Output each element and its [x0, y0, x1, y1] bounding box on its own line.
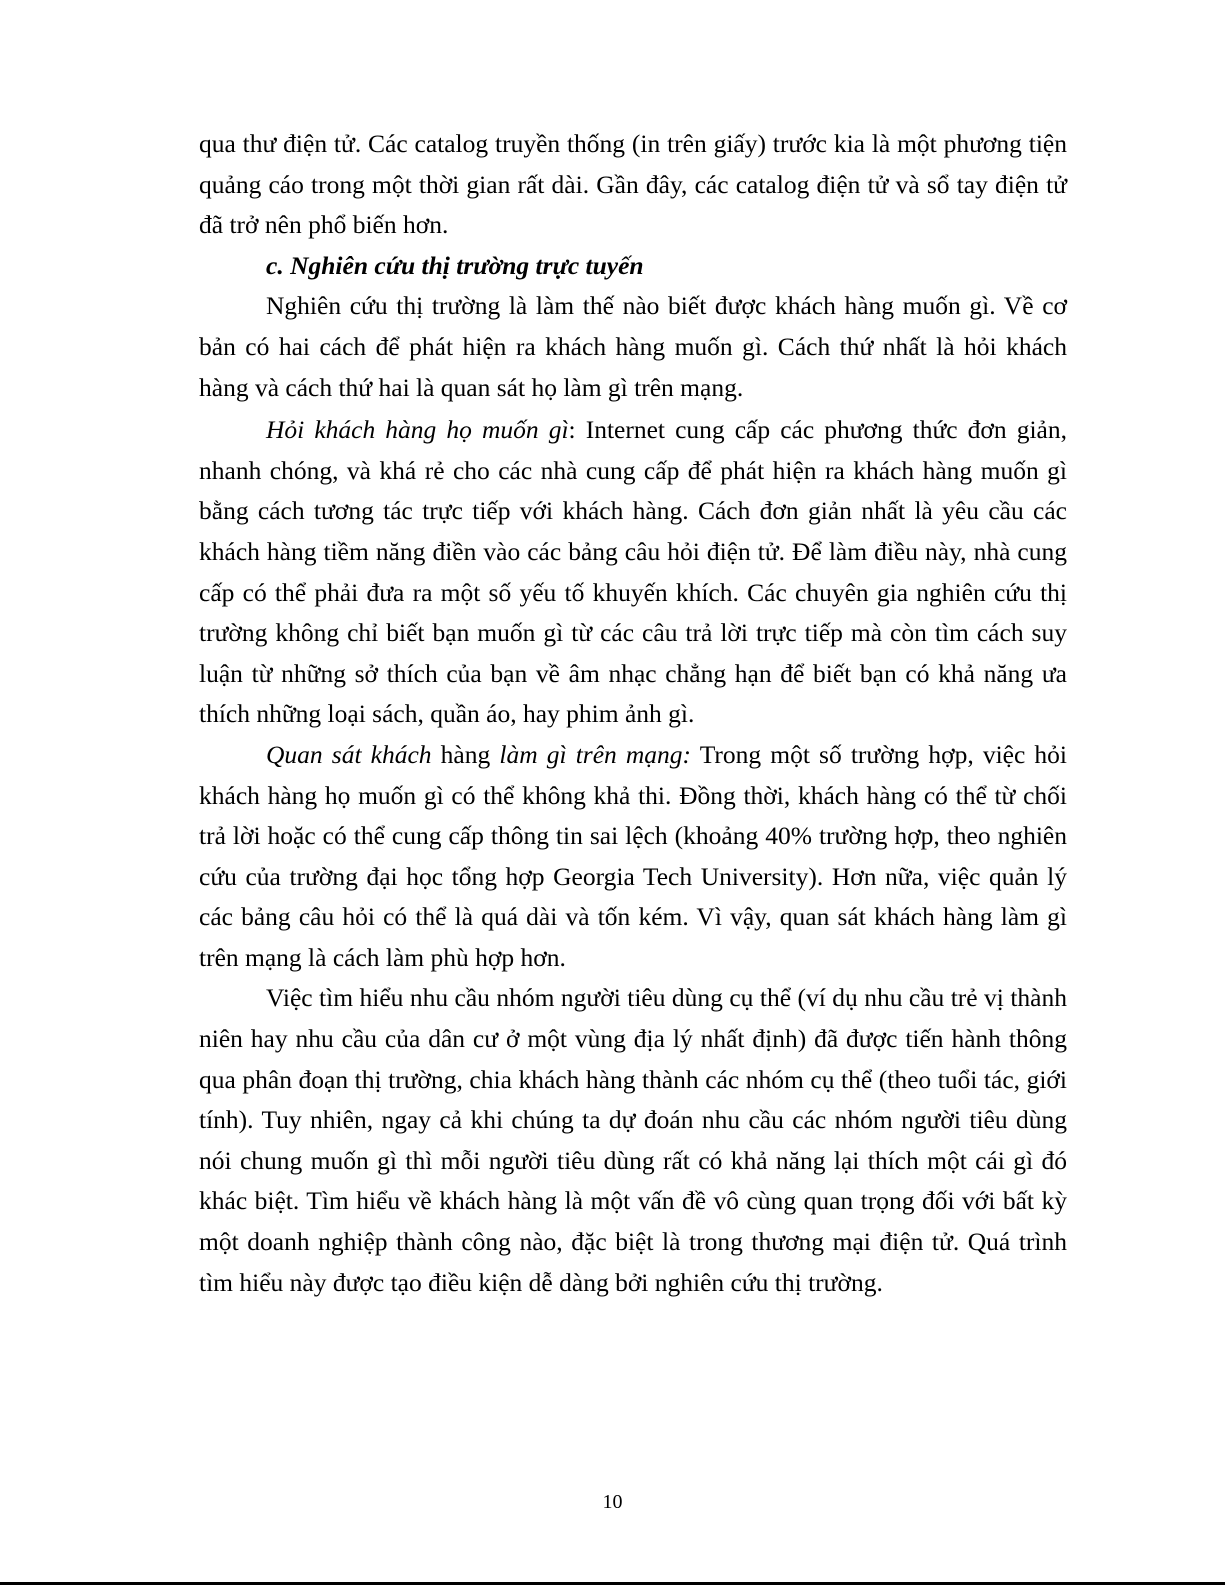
- paragraph-observe-customers: [199, 735, 1067, 979]
- observe-lead-plain: hàng: [431, 739, 500, 769]
- observe-lead-italic-2: làm gì trên mạng:: [499, 739, 692, 769]
- page-number: 10: [602, 1491, 623, 1513]
- section-heading: c. Nghiên cứu thị trường trực tuyến: [266, 250, 644, 280]
- ask-lead-italic: Hỏi khách hàng họ muốn gì: [266, 415, 569, 445]
- observe-body: Trong một số trường hợp, việc hỏi khách hàng họ muốn gì có thể không khả thi. Đồng thời, khách hàng có thể từ chối trả lời hoặc có thể cung cấp thông tin sai lệch (khoảng 40% trường hợp, theo nghiên cứu của trường đại học tổng hợp Georgia Tech University). Hơn nữa, việc quản lý các bảng câu hỏi có thể là quá dài và tốn kém. Vì vậy, quan sát khách hàng làm gì trên mạng là cách làm phù hợp hơn.: [199, 739, 1067, 972]
- paragraph-intro: qua thư điện tử. Các catalog truyền thống (in trên giấy) trước kia là một phương tiện quảng cáo trong một thời gian rất dài. Gần đây, các catalog điện tử và sổ tay điện tử đã trở nên phổ biến hơn.: [199, 129, 1067, 240]
- document-page: [199, 124, 1067, 1303]
- paragraph-ask-customers: [199, 410, 1067, 735]
- observe-lead-italic-1: Quan sát khách: [266, 739, 432, 769]
- paragraph-definition: Nghiên cứu thị trường là làm thế nào biết được khách hàng muốn gì. Về cơ bản có hai cách để phát hiện ra khách hàng muốn gì. Cách thứ nhất là hỏi khách hàng và cách thứ hai là quan sát họ làm gì trên mạng.: [199, 291, 1067, 402]
- paragraph-market-segmentation: Việc tìm hiểu nhu cầu nhóm người tiêu dùng cụ thể (ví dụ nhu cầu trẻ vị thành niên hay nhu cầu của dân cư ở một vùng địa lý nhất định) đã được tiến hành thông qua phân đoạn thị trường, chia khách hàng thành các nhóm cụ thể (theo tuổi tác, giới tính). Tuy nhiên, ngay cả khi chúng ta dự đoán nhu cầu các nhóm người tiêu dùng nói chung muốn gì thì mỗi người tiêu dùng rất có khả năng lại thích một cái gì đó khác biệt. Tìm hiểu về khách hàng là một vấn đề vô cùng quan trọng đối với bất kỳ một doanh nghiệp thành công nào, đặc biệt là trong thương mại điện tử. Quá trình tìm hiểu này được tạo điều kiện dễ dàng bởi nghiên cứu thị trường.: [199, 983, 1067, 1297]
- ask-body: : Internet cung cấp các phương thức đơn giản, nhanh chóng, và khá rẻ cho các nhà cung cấp để phát hiện ra khách hàng muốn gì bằng cách tương tác trực tiếp với khách hàng. Cách đơn giản nhất là yêu cầu các khách hàng tiềm năng điền vào các bảng câu hỏi điện tử. Để làm điều này, nhà cung cấp có thể phải đưa ra một số yếu tố khuyến khích. Các chuyên gia nghiên cứu thị trường không chỉ biết bạn muốn gì từ các câu trả lời trực tiếp mà còn tìm cách suy luận từ những sở thích của bạn về âm nhạc chẳng hạn để biết bạn có khả năng ưa thích những loại sách, quần áo, hay phim ảnh gì.: [199, 415, 1068, 729]
